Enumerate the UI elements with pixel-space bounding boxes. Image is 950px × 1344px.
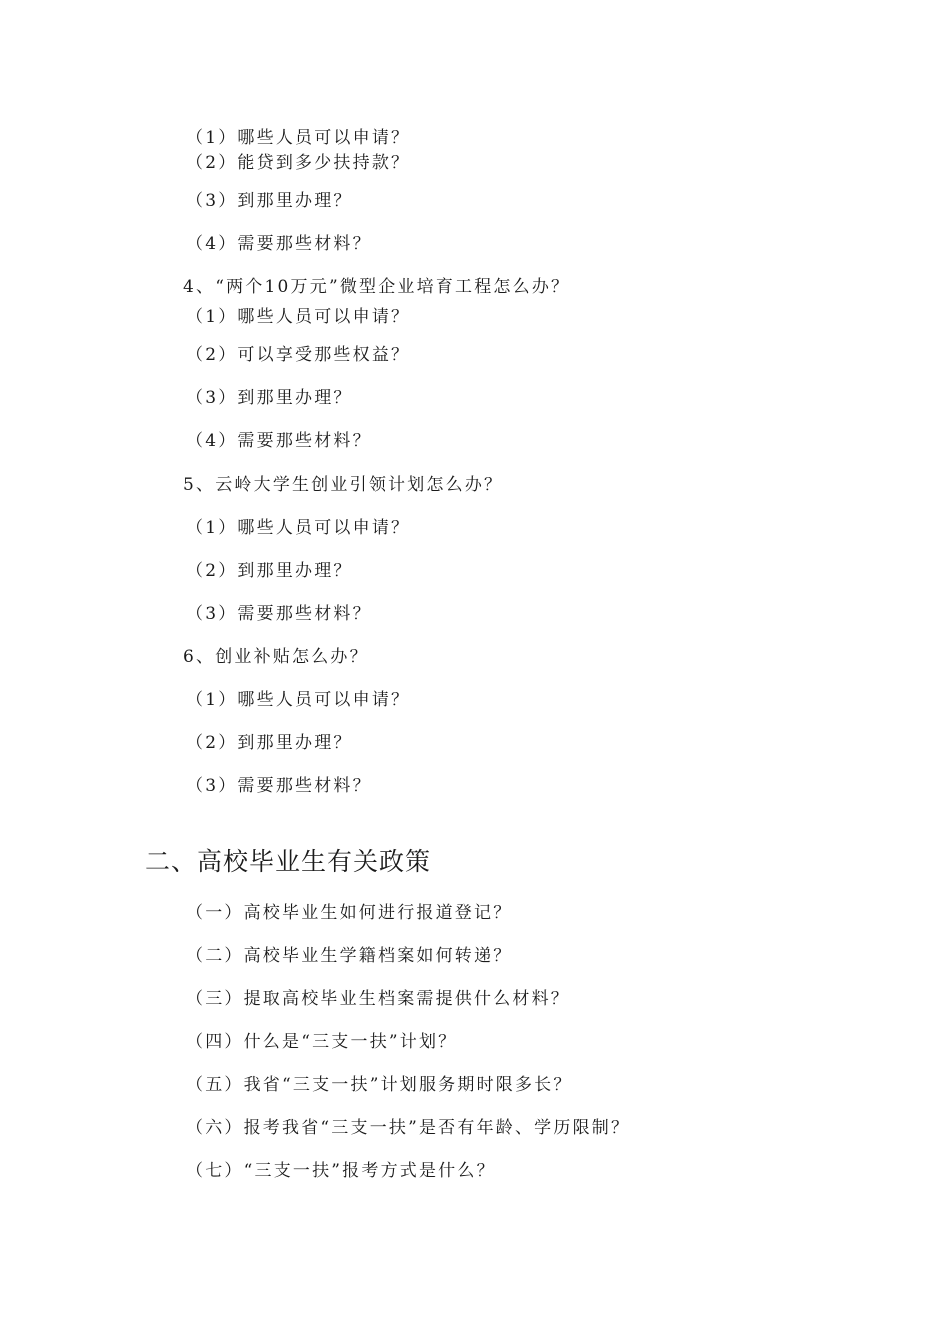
section-item: （四）什么是“三支一扶”计划？ [186, 1032, 458, 1052]
question-line: （3）到那里办理？ [186, 191, 353, 211]
question-line: （3）需要那些材料？ [186, 776, 372, 796]
section-item: （二）高校毕业生学籍档案如何转递？ [186, 946, 513, 966]
question-line: （3）到那里办理？ [186, 388, 353, 408]
topic-heading: 5、云岭大学生创业引领计划怎么办？ [183, 475, 504, 495]
section-item: （三）提取高校毕业生档案需提供什么材料？ [186, 989, 570, 1009]
section-heading: 二、高校毕业生有关政策 [145, 847, 432, 876]
question-line: （2）到那里办理？ [186, 733, 353, 753]
question-line: （4）需要那些材料？ [186, 234, 372, 254]
question-line: （4）需要那些材料？ [186, 431, 372, 451]
section-item: （六）报考我省“三支一扶”是否有年龄、学历限制？ [186, 1118, 631, 1138]
section-item: （五）我省“三支一扶”计划服务期时限多长？ [186, 1075, 573, 1095]
section-item: （七）“三支一扶”报考方式是什么？ [186, 1161, 496, 1181]
question-line: （2）到那里办理？ [186, 561, 353, 581]
question-line: （1）哪些人员可以申请？ [186, 128, 411, 148]
question-line: （2）能贷到多少扶持款？ [186, 153, 411, 173]
topic-heading: 6、创业补贴怎么办？ [183, 647, 369, 667]
question-line: （1）哪些人员可以申请？ [186, 518, 411, 538]
question-line: （3）需要那些材料？ [186, 604, 372, 624]
question-line: （2）可以享受那些权益？ [186, 345, 411, 365]
section-item: （一）高校毕业生如何进行报道登记？ [186, 903, 513, 923]
topic-heading: 4、“两个10万元”微型企业培育工程怎么办？ [183, 277, 571, 297]
question-line: （1）哪些人员可以申请？ [186, 307, 411, 327]
question-line: （1）哪些人员可以申请？ [186, 690, 411, 710]
